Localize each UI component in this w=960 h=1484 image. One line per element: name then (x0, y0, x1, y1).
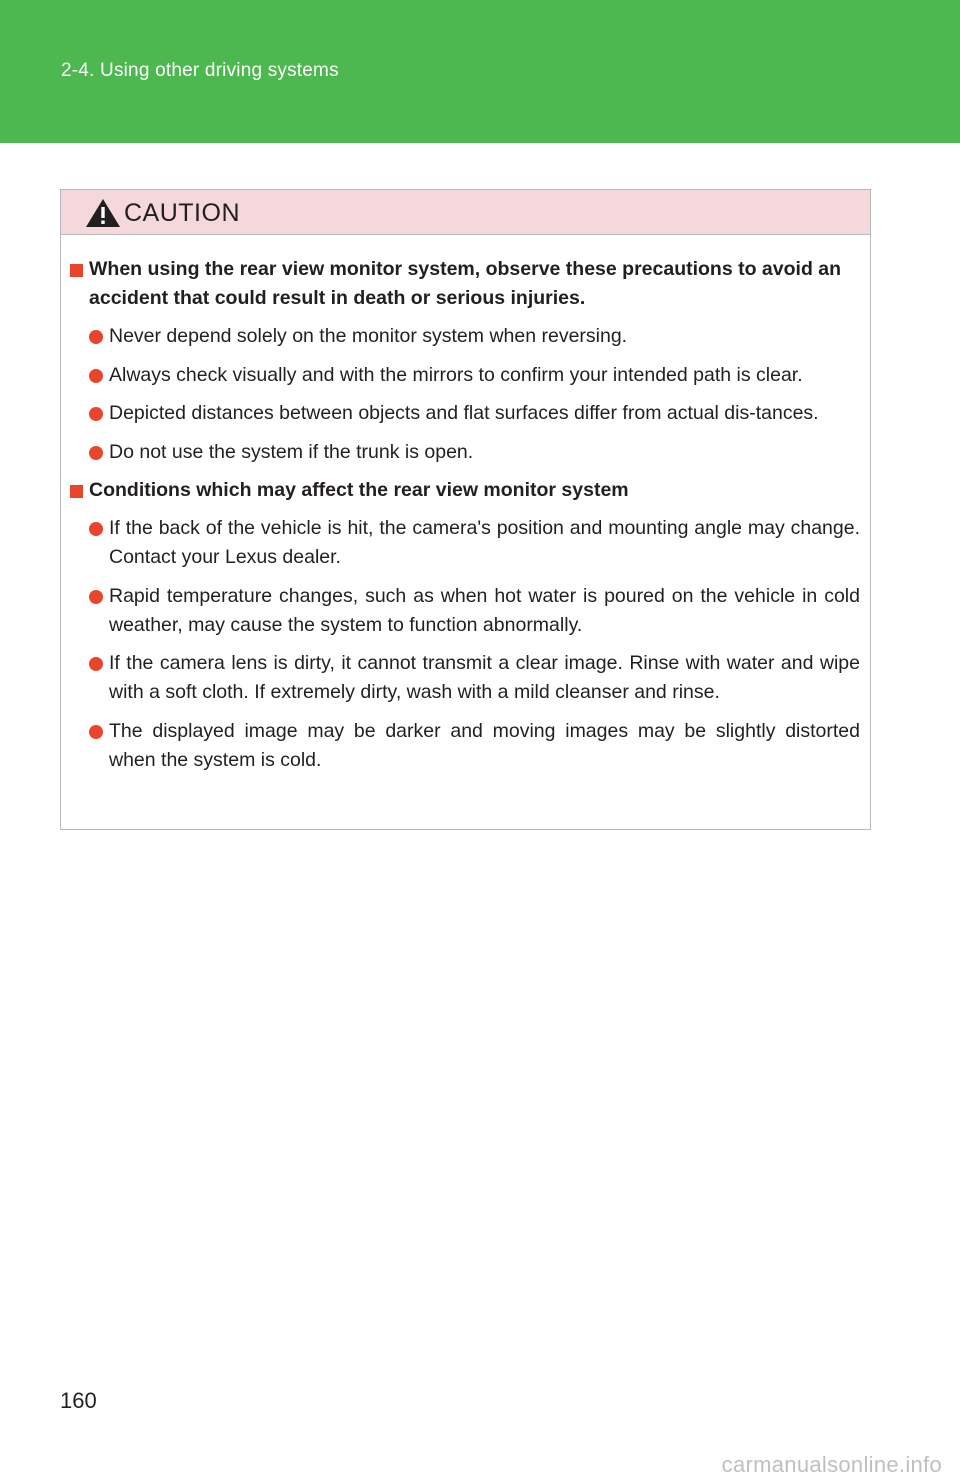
page-number: 160 (60, 1388, 97, 1413)
list-item-text: Never depend solely on the monitor system when reversing. (109, 325, 628, 347)
list-item (61, 514, 860, 572)
caution-box (60, 189, 871, 830)
list-item (61, 361, 860, 390)
list-item (61, 649, 860, 707)
square-bullet-icon (70, 264, 83, 277)
circle-bullet-icon (89, 330, 103, 344)
circle-bullet-icon (89, 657, 103, 671)
circle-bullet-icon (89, 369, 103, 383)
section-title: 2-4. Using other driving systems (61, 60, 339, 81)
caution-header (61, 190, 870, 235)
circle-bullet-icon (89, 407, 103, 421)
list-item-text: If the camera lens is dirty, it cannot transmit a clear image. Rinse with water and wipe with a soft cloth. If extremely dirty, wash with a mild cleanser and rinse. (109, 652, 860, 703)
section-heading-text: Conditions which may affect the rear view monitor system (89, 479, 629, 501)
circle-bullet-icon (89, 522, 103, 536)
list-item-text: Depicted distances between objects and flat surfaces differ from actual dis-tances. (109, 402, 819, 424)
list-item (61, 438, 860, 467)
list-item (61, 399, 860, 428)
section-heading-text: When using the rear view monitor system, observe these precautions to avoid an accident that could result in death or serious injuries. (89, 258, 842, 309)
warning-triangle-icon (85, 198, 121, 228)
section-heading-conditions (61, 476, 860, 505)
list-item (61, 717, 860, 775)
caution-body (61, 235, 870, 775)
circle-bullet-icon (89, 590, 103, 604)
watermark: carmanualsonline.info (721, 1452, 942, 1477)
square-bullet-icon (70, 485, 83, 498)
circle-bullet-icon (89, 725, 103, 739)
list-item-text: Do not use the system if the trunk is open. (109, 440, 474, 463)
list-item-text: If the back of the vehicle is hit, the camera's position and mounting angle may change. Contact your Lexus dealer. (109, 517, 860, 568)
list-item (61, 322, 860, 351)
list-item-text: Always check visually and with the mirrors to confirm your intended path is clear. (109, 363, 803, 386)
circle-bullet-icon (89, 446, 103, 460)
caution-label: CAUTION (124, 199, 240, 227)
list-item-text: Rapid temperature changes, such as when hot water is poured on the vehicle in cold weather, may cause the system to function abnormally. (109, 584, 860, 636)
list-item (61, 582, 860, 640)
section-heading-precautions (61, 255, 860, 313)
list-item-text: The displayed image may be darker and moving images may be slightly distorted when the system is cold. (109, 719, 860, 771)
